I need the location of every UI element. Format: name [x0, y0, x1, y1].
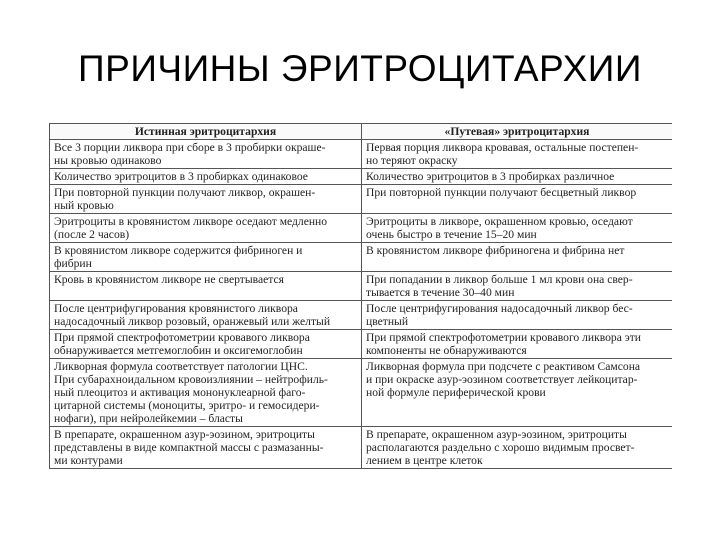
comparison-table-container [49, 123, 672, 483]
table-row [50, 185, 673, 214]
cell-traumatic: Ликворная формула при подсчете с реактивом Самсона и при окраске азур-эозином соответствует лейкоцитар- ной формуле периферической крови [362, 359, 673, 427]
table-row [50, 330, 673, 359]
cell-traumatic: В кровянистом ликворе фибриногена и фибрина нет [362, 243, 673, 272]
table-row [50, 140, 673, 169]
table-row [50, 214, 673, 243]
cell-traumatic: В препарате, окрашенном азур-эозином, эритроциты располагаются раздельно с хорошо видимым просвет- лением в центре клеток [362, 427, 673, 469]
cell-true: Ликворная формула соответствует патологии ЦНС. При субарахноидальном кровоизлиянии – нейтрофиль- ный плеоцитоз и активация мононуклеарной фаго- цитарной системы (моноциты, эритро- и гемосидери- нофаги), при нейролейкемии – бласты [50, 359, 362, 427]
cell-traumatic: После центрифугирования надосадочный ликвор бес- цветный [362, 301, 673, 330]
table-row [50, 359, 673, 427]
slide-title: ПРИЧИНЫ ЭРИТРОЦИТАРХИИ [78, 48, 642, 89]
header-traumatic-erythrocytarchia: «Путевая» эритроцитархия [362, 124, 673, 140]
table-row [50, 243, 673, 272]
cell-true: После центрифугирования кровянистого ликвора надосадочный ликвор розовый, оранжевый или желтый [50, 301, 362, 330]
cell-true: Эритроциты в кровянистом ликворе оседают медленно (после 2 часов) [50, 214, 362, 243]
cell-traumatic: Эритроциты в ликворе, окрашенном кровью, оседают очень быстро в течение 15–20 мин [362, 214, 673, 243]
cell-true: При прямой спектрофотометрии кровавого ликвора обнаруживается метгемоглобин и оксигемоглобин [50, 330, 362, 359]
header-true-erythrocytarchia: Истинная эритроцитархия [50, 124, 362, 140]
cell-true: Кровь в кровянистом ликворе не свертывается [50, 272, 362, 301]
cell-traumatic: Первая порция ликвора кровавая, остальные постепен- но теряют окраску [362, 140, 673, 169]
cell-traumatic: При попадании в ликвор больше 1 мл крови она свер- тывается в течение 30–40 мин [362, 272, 673, 301]
table-header-row [50, 124, 673, 140]
cell-true: В кровянистом ликворе содержится фибриноген и фибрин [50, 243, 362, 272]
table-row [50, 301, 673, 330]
comparison-table [49, 123, 672, 469]
cell-true: При повторной пункции получают ликвор, окрашен- ный кровью [50, 185, 362, 214]
cell-true: Все 3 порции ликвора при сборе в 3 пробирки окраше- ны кровью одинаково [50, 140, 362, 169]
cell-traumatic: Количество эритроцитов в 3 пробирках различное [362, 169, 673, 185]
cell-traumatic: При повторной пункции получают бесцветный ликвор [362, 185, 673, 214]
table-row [50, 169, 673, 185]
cell-true: Количество эритроцитов в 3 пробирках одинаковое [50, 169, 362, 185]
table-row [50, 272, 673, 301]
cell-true: В препарате, окрашенном азур-эозином, эритроциты представлены в виде компактной массы с размазанны- ми контурами [50, 427, 362, 469]
table-row [50, 427, 673, 469]
cell-traumatic: При прямой спектрофотометрии кровавого ликвора эти компоненты не обнаруживаются [362, 330, 673, 359]
